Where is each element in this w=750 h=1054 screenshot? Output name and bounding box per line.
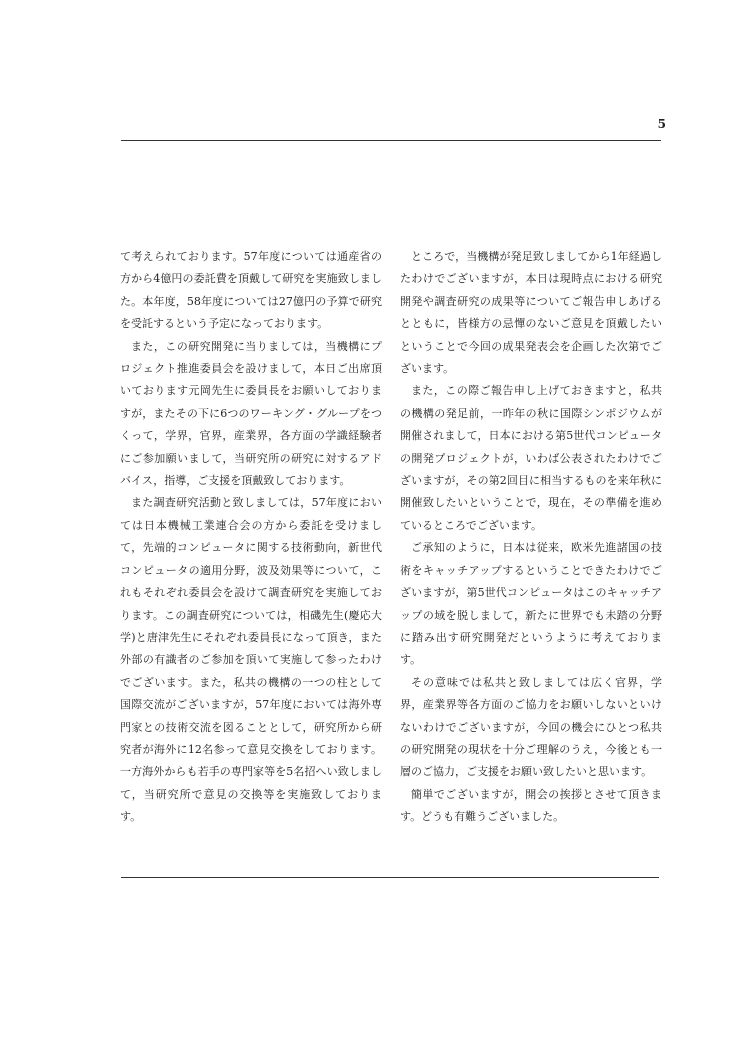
page-number: 5 [657, 117, 666, 131]
footer-rule [121, 877, 659, 878]
header-rule [121, 140, 661, 141]
paragraph: 簡単でございますが，開会の挨拶とさせて頂きます。どうも有難うございました。 [400, 787, 662, 824]
paragraph: また，この研究開発に当りましては，当機構にプロジェクト推進委員会を設けまして，本日ご出席頂いております元岡先生に委員長をお願いしておりますが，またその下に6つのワーキング・グループをつくって，学界，官界，産業界，各方面の学識経験者にご参加願いまして，当研究所の研究に対するアドバイス，指導，ご支援を頂戴致しております。 [120, 339, 382, 488]
right-column [400, 246, 662, 829]
paragraph: ところで，当機構が発足致しましてから1年経過したわけでございますが，本日は現時点における研究開発や調査研究の成果等についてご報告申しあげるとともに，皆様方の忌憚のないご意見を頂戴したいということで今回の成果発表会を企画した次第でございます。 [400, 250, 662, 376]
left-column [120, 246, 382, 829]
paragraph: また，この際ご報告申し上げておきますと，私共の機構の発足前，一昨年の秋に国際シンポジウムが開催されまして，日本における第5世代コンピュータの開発プロジェクトが，いわば公表されたわけでございますが，その第2回目に相当するものを来年秋に開催致したいということで，現在，その準備を進めているところでございます。 [400, 384, 662, 532]
paragraph: また調査研究活動と致しましては，57年度においては日本機械工業連合会の方から委託を受けまして，先端的コンピュータに関する技術動向，新世代コンピュータの適用分野，波及効果等について，これもそれぞれ委員会を設けて調査研究を実施しております。この調査研究については，相磯先生(慶応大学)と唐津先生にそれぞれ委員長になって頂き，また外部の有識者のご参加を頂いて実施して参ったわけでございます。また，私共の機構の一つの柱として国際交流がございますが，57年度においては海外専門家との技術交流を図ることとして，研究所から研究者が海外に12名参って意見交換をしております。一方海外からも若手の専門家等を5名招へい致しまして，当研究所で意見の交換等を実施致しております。 [120, 496, 382, 824]
paragraph: ご承知のように，日本は従来，欧米先進諸国の技術をキャッチアップするということできたわけでございますが，第5世代コンピュータはこのキャッチアップの域を脱しまして，新たに世界でも未踏の分野に踏み出す研究開発だというように考えております。 [400, 541, 662, 667]
paragraph: その意味では私共と致しましては広く官界，学界，産業界等各方面のご協力をお願いしないといけないわけでございますが，今回の機会にひとつ私共の研究開発の現状を十分ご理解のうえ，今後とも一層のご協力，ご支援をお願い致したいと思います。 [400, 675, 662, 779]
paragraph: て考えられております。57年度については通産省の方から4億円の委託費を頂戴して研究を実施致しました。本年度，58年度については27億円の予算で研究を受託するという予定になっております。 [120, 250, 382, 331]
